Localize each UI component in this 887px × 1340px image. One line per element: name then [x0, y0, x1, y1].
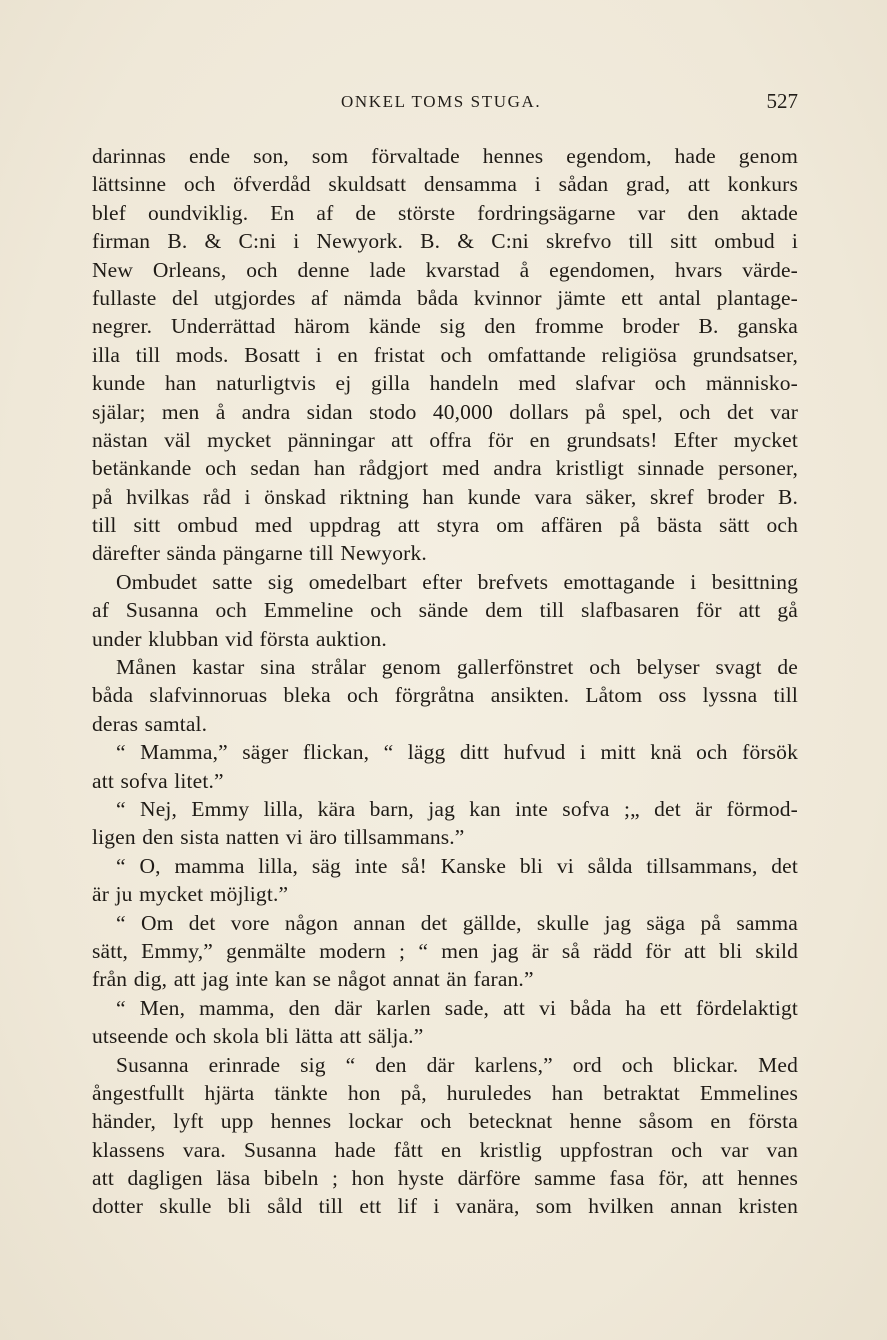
text-line: firman B. & C:ni i Newyork. B. & C:ni skrefvo till sitt ombud i — [92, 229, 798, 254]
text-line: klassens vara. Susanna hade fått en kristlig uppfostran och var van — [92, 1137, 798, 1162]
text-line: ligen den sista natten vi äro tillsammans.” — [92, 825, 465, 850]
text-line: båda slafvinnoruas bleka och förgråtna ansikten. Låtom oss lyssna till — [92, 683, 798, 708]
page-number: 527 — [766, 89, 798, 113]
text-line: New Orleans, och denne lade kvarstad å egendomen, hvars värde- — [92, 257, 798, 282]
text-line: nästan väl mycket pänningar att offra för en grundsats! Efter mycket — [92, 427, 798, 452]
text-line: att dagligen läsa bibeln ; hon hyste därföre samme fasa för, att hennes — [92, 1166, 798, 1191]
text-line: “ Om det vore någon annan det gällde, skulle jag säga på samma — [116, 910, 798, 935]
text-line: blef oundviklig. En af de störste fordringsägarne var den aktade — [92, 200, 798, 225]
text-line: kunde han naturligtvis ej gilla handeln med slafvar och människo- — [92, 371, 798, 396]
text-line: “ Mamma,” säger flickan, “ lägg ditt hufvud i mitt knä och försök — [116, 740, 798, 765]
text-line: af Susanna och Emmeline och sände dem till slafbasaren för att gå — [92, 598, 798, 623]
text-line: är ju mycket möjligt.” — [92, 882, 289, 907]
text-line: Susanna erinrade sig “ den där karlens,” ord och blickar. Med — [116, 1052, 798, 1077]
running-title: ONKEL TOMS STUGA. — [341, 92, 542, 111]
text-line: därefter sända pängarne till Newyork. — [92, 541, 427, 566]
text-line: darinnas ende son, som förvaltade hennes egendom, hade genom — [92, 144, 798, 168]
text-line: sätt, Emmy,” genmälte modern ; “ men jag är så rädd för att bli skild — [92, 938, 798, 963]
text-line: “ O, mamma lilla, säg inte så! Kanske bli vi sålda tillsammans, det — [116, 853, 798, 878]
text-line: betänkande och sedan han rådgjort med andra kristligt sinnade personer, — [92, 456, 798, 481]
text-line: att sofva litet.” — [92, 768, 224, 793]
text-line: “ Nej, Emmy lilla, kära barn, jag kan inte sofva ;„ det är förmod- — [116, 796, 798, 821]
text-line: under klubban vid första auktion. — [92, 626, 387, 651]
text-line: Månen kastar sina strålar genom gallerfönstret och belyser svagt de — [116, 655, 798, 680]
text-line: ångestfullt hjärta tänkte hon på, huruledes han betraktat Emmelines — [92, 1080, 798, 1105]
running-head — [0, 89, 887, 122]
text-line: Ombudet satte sig omedelbart efter brefvets emottagande i besittning — [116, 569, 798, 594]
text-line: till sitt ombud med uppdrag att styra om affären på bästa sätt och — [92, 513, 798, 538]
text-line: illa till mods. Bosatt i en fristat och omfattande religiösa grundsatser, — [92, 342, 798, 367]
text-line: “ Men, mamma, den där karlen sade, att vi båda ha ett fördelaktigt — [116, 995, 798, 1020]
text-line: dotter skulle bli såld till ett lif i vanära, som hvilken annan kristen — [92, 1194, 798, 1219]
text-line: deras samtal. — [92, 711, 208, 736]
body-text — [92, 142, 798, 1221]
text-line: fullaste del utgjordes af nämda båda kvinnor jämte ett antal plantage- — [92, 285, 798, 310]
text-line: negrer. Underrättad härom kände sig den fromme broder B. ganska — [92, 314, 798, 339]
text-line: lättsinne och öfverdåd skuldsatt densamma i sådan grad, att konkurs — [92, 172, 798, 197]
text-line: på hvilkas råd i önskad riktning han kunde vara säker, skref broder B. — [92, 484, 798, 509]
text-line: själar; men å andra sidan stodo 40,000 dollars på spel, och det var — [92, 399, 798, 424]
text-line: händer, lyft upp hennes lockar och betecknat henne såsom en första — [92, 1109, 798, 1134]
text-line: utseende och skola bli lätta att sälja.” — [92, 1024, 424, 1049]
text-line: från dig, att jag inte kan se något annat än faran.” — [92, 967, 534, 992]
